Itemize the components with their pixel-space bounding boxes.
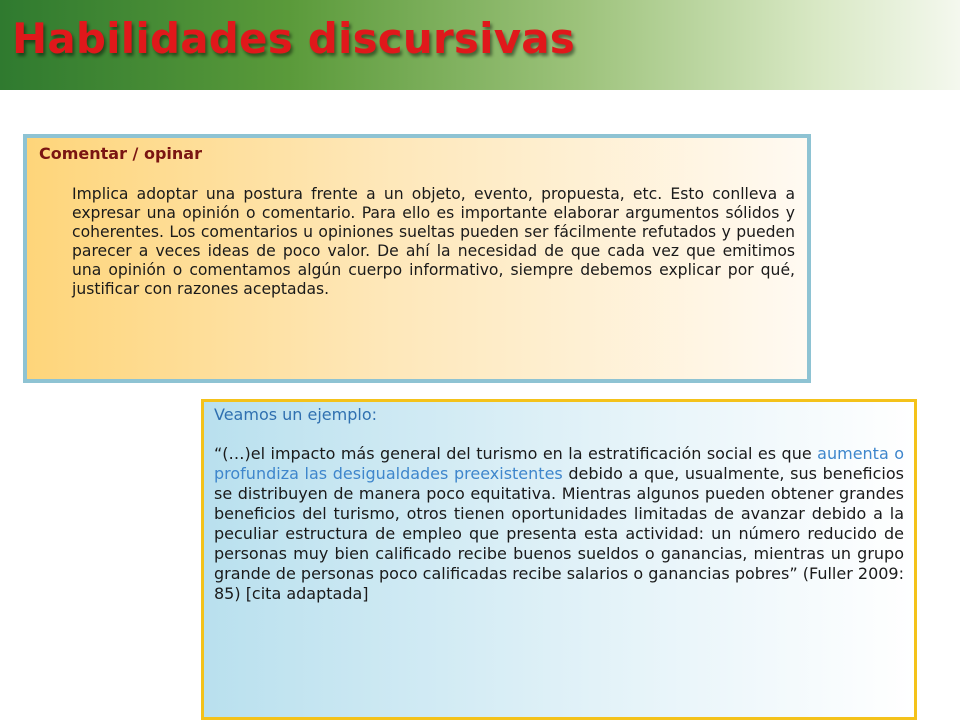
quote-highlight: aumenta o profundiza las desigualdades preexistentes: [214, 444, 904, 483]
title-bar: [0, 0, 960, 90]
example-quote: [214, 444, 904, 604]
definition-text: Implica adoptar una postura frente a un objeto, evento, propuesta, etc. Esto conlleva a expresar una opinión o comentario. Para ello es importante elaborar argumentos sólidos y coherentes. Los comentarios u opiniones sueltas pueden ser fácilmente refutados y pueden parecer a veces ideas de poco valor. De ahí la necesidad de que cada vez que emitimos una opinión o comentamos algún cuerpo informativo, siempre debemos explicar por qué, justificar con razones aceptadas.: [72, 185, 795, 298]
slide-title: Habilidades discursivas: [12, 14, 576, 63]
definition-heading: Comentar / opinar: [39, 144, 202, 163]
quote-text-end: debido a que, usualmente, sus beneficios se distribuyen de manera poco equitativa. Mientras algunos pueden obtener grandes beneficios del turismo, otros tienen oportunidades limitadas de avanzar debido a la peculiar estructura de empleo que presenta esta actividad: un número reducido de personas muy bien calificado recibe buenos sueldos o ganancias, mientras un grupo grande de personas poco calificadas recibe salarios o ganancias pobres” (Fuller 2009: 85) [cita adaptada]: [214, 464, 904, 603]
definition-box: [23, 134, 811, 383]
quote-text-start: “(…)el impacto más general del turismo en la estratificación social es que: [214, 444, 818, 463]
example-lead: Veamos un ejemplo:: [214, 405, 378, 424]
example-box: [201, 399, 917, 720]
